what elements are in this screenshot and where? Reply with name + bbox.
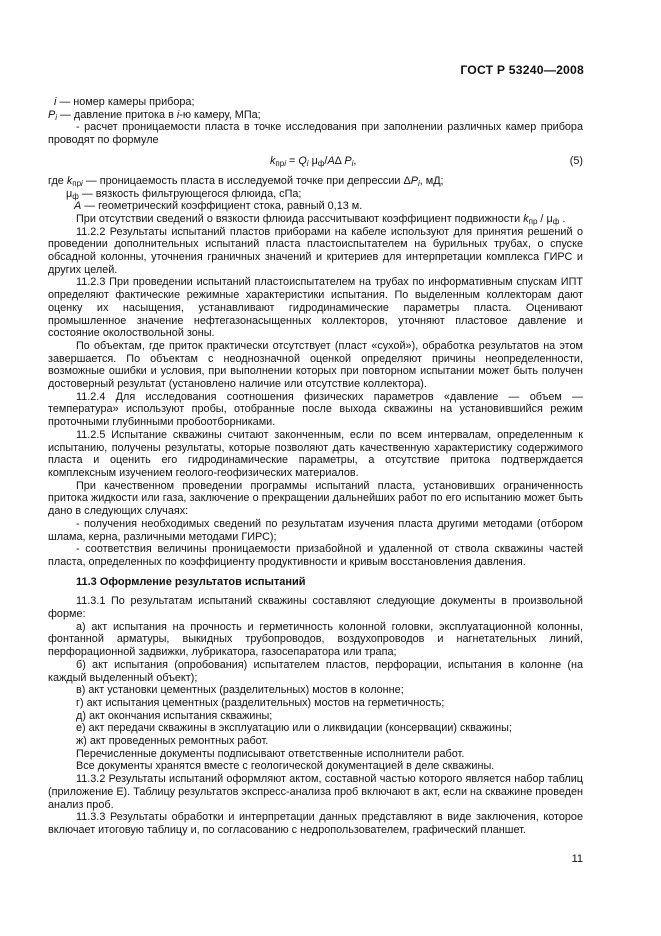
- list-item: д) акт окончания испытания скважины;: [76, 709, 273, 722]
- section-heading: 11.3 Оформление результатов испытаний: [76, 575, 306, 588]
- formula-number: (5): [569, 154, 583, 167]
- list-item: а) акт испытания на прочность и герметичность колонной головки, эксплуатационной колонны, фонтанной арматуры, выкидных трубопроводов, воздухопроводов и нагнетательных линий, перфорационной задвижки, лубрикатора, газосепаратора или трапа;: [48, 620, 583, 659]
- definition-mu-text: — вязкость фильтрующегося флюида, сПа;: [81, 187, 302, 200]
- standard-designation: ГОСТ Р 53240—2008: [460, 63, 584, 77]
- definition-i-text: — номер камеры прибора;: [59, 96, 195, 108]
- definition-kpr-tail: , мД;: [419, 174, 444, 187]
- formula-expression: $k_{прi} = Q_i$ $\mu_ф/A\Delta$ $P_i$,: [270, 154, 357, 168]
- definition-a: A — геометрический коэффициент стока, равный 0,13 м.: [74, 200, 363, 213]
- definition-kpr-text: — проницаемость пласта в исследуемой точке при депрессии: [85, 174, 404, 187]
- paragraph-11-2-5: 11.2.5 Испытание скважины считают законченным, если по всем интервалам, определенным к испытанию, получены результаты, которые позволяют дать качественную характеристику содержимого пласта и оценить его гидродинамические параметры, а отсутствие притока подтверждается комплексным изучением геолого-геофизических материалов.: [48, 428, 583, 479]
- paragraph-11-2-3: 11.2.3 При проведении испытаний пластоиспытателем на трубах по информативным спускам ИПТ определяют фактические режимные характеристики испытания. По выделенным коллекторам дают оценку их насыщения, устанавливают гидродинамические параметры пласта. Оценивают промышленное значение нефтегазонасыщенных коллекторов, уточняют пластовое давление и состояние околоствольной зоны.: [48, 276, 583, 340]
- paragraph-quality: При качественном проведении программы испытаний пласта, установивших ограниченность притока жидкости или газа, заключение о прекращении дальнейших работ по его испытанию может быть дано в следующих случаях:: [48, 479, 583, 518]
- paragraph-11-2-2: 11.2.2 Результаты испытаний пластов приборами на кабеле используют для принятия решений о проведении дополнительных испытаний пласта пластоиспытателем на бурильных трубах, о спуске обсадной колонны, уточнения граничных значений и критериев для интерпретации комплекса ГИРС и других целей.: [48, 225, 583, 276]
- paragraph-11-3-1: 11.3.1 По результатам испытаний скважины составляют следующие документы в произвольной форме:: [48, 595, 583, 621]
- paragraph-11-3-2: 11.3.2 Результаты испытаний оформляют актом, составной частью которого является набор таблиц (приложение Е). Таблицу результатов экспресс-анализа проб включают в акт, если на скважине проведен анализ проб.: [48, 773, 583, 811]
- page-number: 11: [571, 853, 583, 865]
- definition-p-tail: -ю камеру, МПа;: [179, 108, 261, 121]
- paragraph-objects: По объектам, где приток практически отсутствует (пласт «сухой»), обработка результатов на этом завершается. По объектам с неоднозначной оценкой определяют причины неопределенности, возможные ошибки и условия, при выполнении которых при повторном испытании может быть получен достоверный результат (установлено наличие или отсутствие коллектора).: [48, 339, 583, 391]
- list-item: в) акт установки цементных (разделительных) мостов в колонне;: [76, 684, 404, 697]
- definition-i: i — номер камеры прибора;: [54, 96, 195, 108]
- bullet-item: - соответствия величины проницаемости призабойной и удаленной от ствола скважины частей пласта, определенных по коэффициенту продуктивности и кривым восстановления давления.: [48, 543, 583, 568]
- list-item: г) акт испытания цементных (разделительных) мостов на герметичность;: [76, 696, 445, 709]
- definition-p-text: — давление притока в: [60, 108, 177, 121]
- paragraph-signed: Перечисленные документы подписывают ответственные исполнители работ.: [76, 747, 465, 760]
- definition-mu: $\mu_ф$ — вязкость фильтрующегося флюида, сПа;: [66, 187, 302, 201]
- list-item: е) акт передачи скважины в эксплуатацию или о ликвидации (консервации) скважины;: [76, 722, 512, 735]
- paragraph-11-2-4: 11.2.4 Для исследования соотношения физических параметров «давление — объем — температура» используют пробы, отобранные после выхода скважины на установившийся режим проточными глубинными пробоотборниками.: [48, 390, 583, 429]
- definition-a-text: — геометрический коэффициент стока, равный 0,13 м.: [84, 200, 363, 213]
- list-item: ж) акт проведенных ремонтных работ.: [76, 735, 269, 748]
- paragraph-stored: Все документы хранятся вместе с геологической документацией в деле скважины.: [76, 760, 495, 773]
- bullet-item: - получения необходимых сведений по результатам изучения пласта другими методами (отбором шлама, керна, различными методами ГИРС);: [48, 517, 583, 543]
- viscosity-paragraph: При отсутствии сведений о вязкости флюида рассчитывают коэффициент подвижности $k_{пр} / \mu_ф$ .: [76, 212, 566, 226]
- paragraph-11-3-3: 11.3.3 Результаты обработки и интерпретации данных представляют в виде заключения, которое включает итоговую таблицу и, по согласованию с недропользователем, графический планшет.: [48, 811, 583, 836]
- document-body: [48, 96, 583, 837]
- formula-5: [48, 151, 583, 175]
- list-item: б) акт испытания (опробования) испытателем пластов, перфорации, испытания в колонне (на каждый выделенный объект);: [48, 658, 583, 684]
- viscosity-text: При отсутствии сведений о вязкости флюида рассчитывают коэффициент подвижности: [76, 212, 524, 225]
- definition-p: $P_i$ — давление притока в i-ю камеру, МПа;: [48, 108, 261, 122]
- definition-kpr: где $k_{прi}$ — проницаемость пласта в исследуемой точке при депрессии $\Delta P_i$, мД;: [48, 174, 444, 188]
- formula-intro: - расчет проницаемости пласта в точке исследования при заполнении различных камер прибора проводят по формуле: [48, 121, 583, 147]
